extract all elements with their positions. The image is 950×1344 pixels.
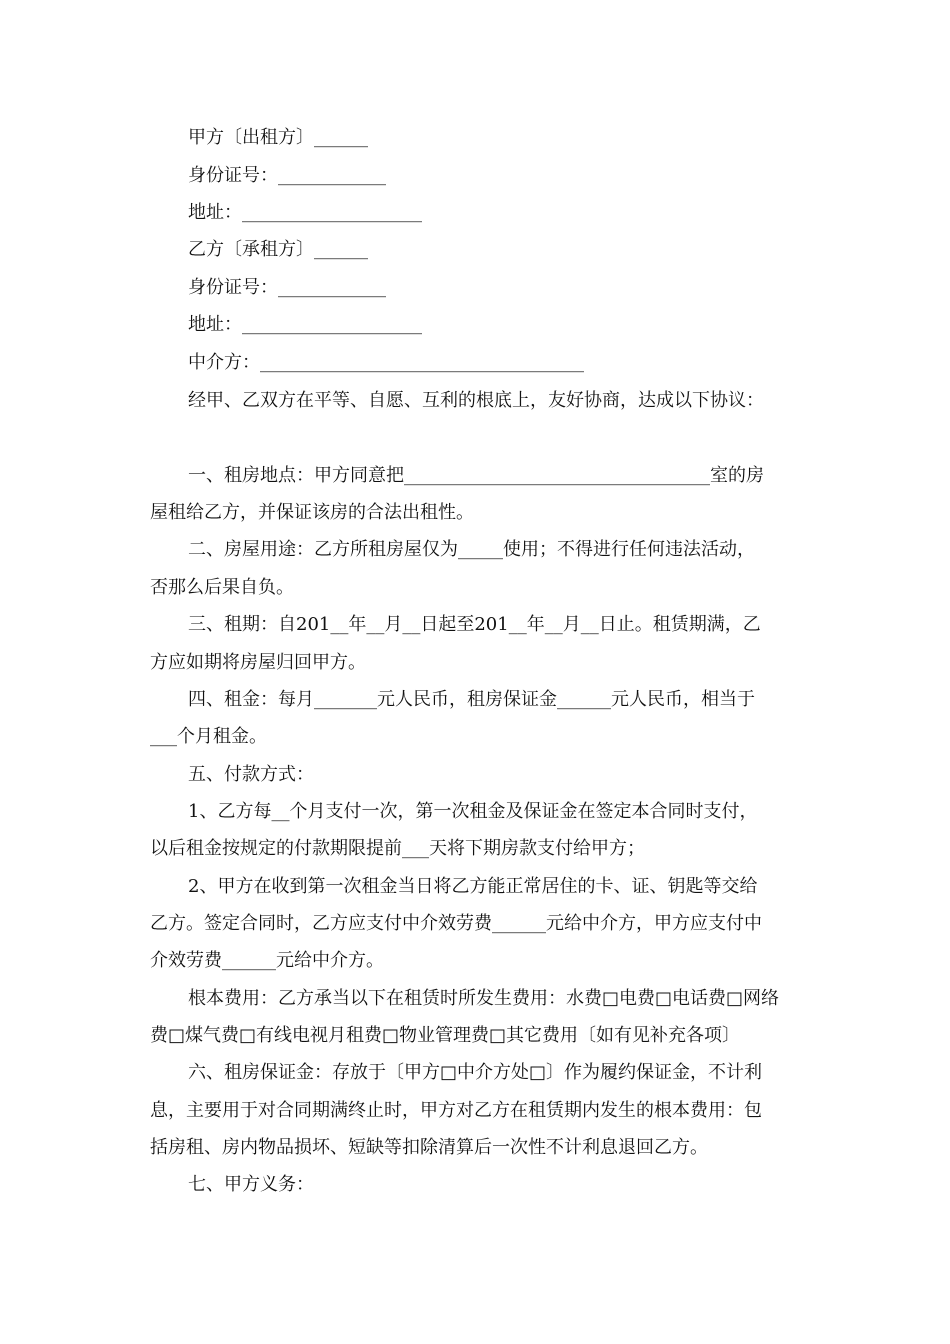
clause-6-line-3: 括房租、房内物品损坏、短缺等扣除清算后一次性不计利息退回乙方。 [150, 1137, 708, 1158]
clause-5-heading: 五、付款方式： [188, 764, 314, 785]
clause-1-line-2: 屋租给乙方，并保证该房的合法出租性。 [150, 502, 474, 523]
basic-fees-line-1: 根本费用：乙方承当以下在租赁时所发生费用：水费□电费□电话费□网络 [188, 988, 780, 1009]
party-b-address: 地址：____________________ [188, 314, 422, 335]
basic-fees-line-2: 费□煤气费□有线电视月租费□物业管理费□其它费用〔如有见补充各项〕 [150, 1025, 741, 1046]
party-a-id-number: 身份证号：____________ [188, 165, 386, 186]
agent-line: 中介方：____________________________________ [188, 352, 584, 373]
clause-4-line-1: 四、租金：每月_______元人民币，租房保证金______元人民币，相当于 [188, 689, 755, 710]
party-a-address: 地址：____________________ [188, 202, 422, 223]
clause-5-1-line-2: 以后租金按规定的付款期限提前___天将下期房款支付给甲方； [150, 838, 645, 859]
clause-5-2-line-3: 介效劳费______元给中介方。 [150, 950, 384, 971]
clause-2-line-2: 否那么后果自负。 [150, 577, 294, 598]
clause-6-line-2: 息，主要用于对合同期满终止时，甲方对乙方在租赁期内发生的根本费用：包 [150, 1100, 762, 1121]
clause-5-1-line-1: 1、乙方每__个月支付一次，第一次租金及保证金在签定本合同时支付， [188, 801, 758, 822]
intro-line: 经甲、乙双方在平等、自愿、互利的根底上，友好协商，达成以下协议： [188, 390, 764, 411]
clause-3-line-1: 三、租期：自201__年__月__日起至201__年__月__日止。租赁期满，乙 [188, 614, 761, 635]
party-a-label: 甲方〔出租方〕______ [188, 127, 368, 148]
clause-7-heading: 七、甲方义务： [188, 1174, 314, 1195]
clause-6-line-1: 六、租房保证金：存放于〔甲方□中介方处□〕作为履约保证金，不计利 [188, 1062, 763, 1083]
clause-4-line-2: ___个月租金。 [150, 726, 267, 747]
clause-5-2-line-1: 2、甲方在收到第一次租金当日将乙方能正常居住的卡、证、钥匙等交给 [188, 876, 758, 897]
clause-1-line-1: 一、租房地点：甲方同意把__________________________________室的房 [188, 465, 764, 486]
party-b-id-number: 身份证号：____________ [188, 277, 386, 298]
party-b-label: 乙方〔承租方〕______ [188, 239, 368, 260]
clause-2-line-1: 二、房屋用途：乙方所租房屋仅为_____使用；不得进行任何违法活动， [188, 539, 755, 560]
clause-3-line-2: 方应如期将房屋归回甲方。 [150, 652, 366, 673]
clause-5-2-line-2: 乙方。签定合同时，乙方应支付中介效劳费______元给中介方，甲方应支付中 [150, 913, 762, 934]
